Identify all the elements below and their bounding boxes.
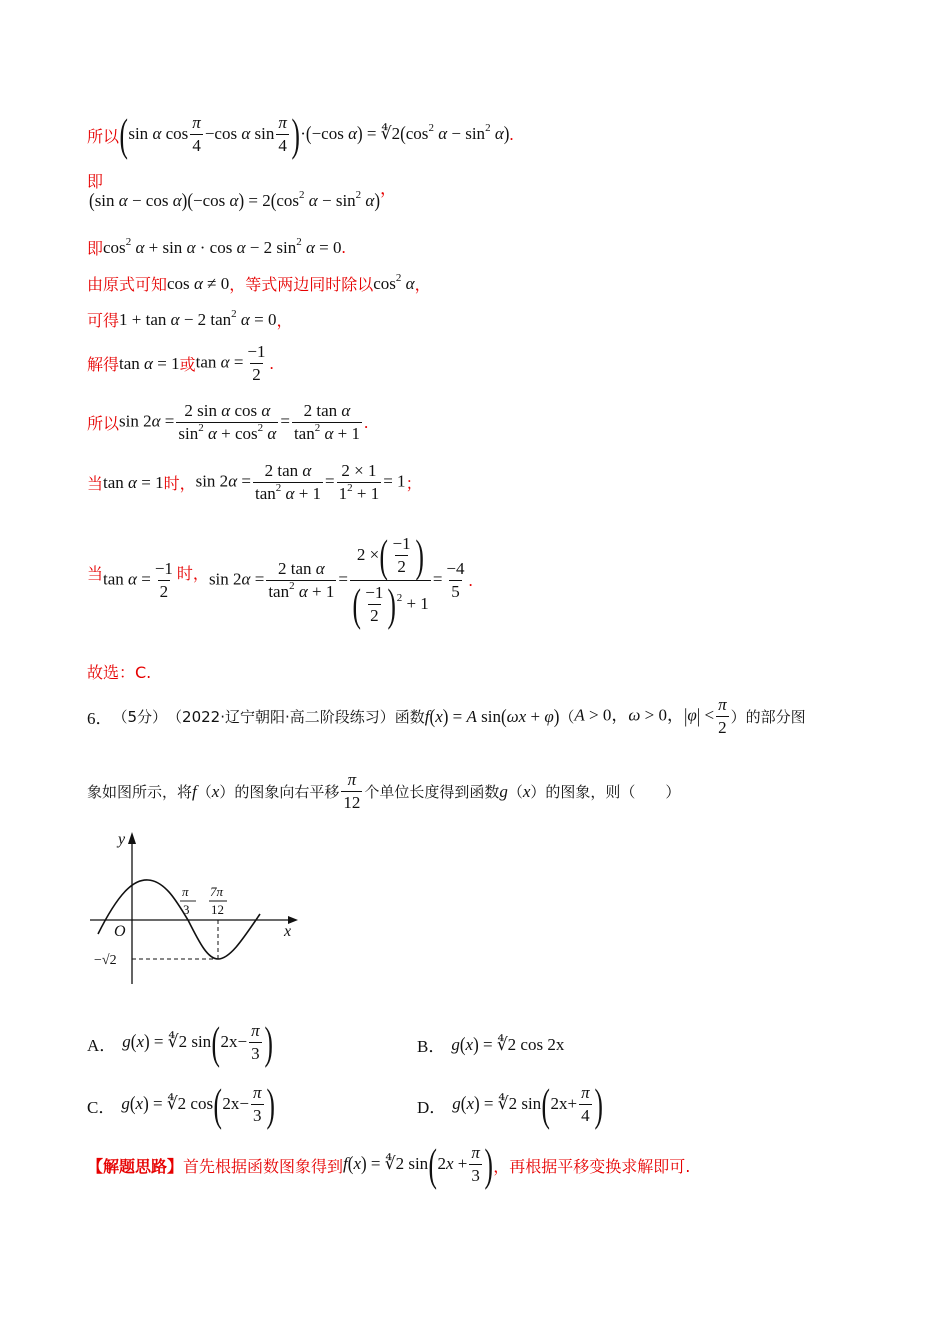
line1-formula: (sin α cos $\frac{\pi}{4}$ −cos α sin $\frac{\pi}{4}$ )·(−cos $\alpha) = ∜2(\cos^2$ $\alpha - \sin^2 \alpha$) [119, 109, 510, 160]
line6-formula-b: tan α = $\frac{-1}{2}$ [195, 342, 266, 384]
function-graph [88, 824, 308, 989]
question-conditions: A > 0，ω > 0，|φ| < $\frac{\pi}{2}$ [574, 695, 727, 737]
answer-line [87, 660, 151, 683]
question-x1: x [211, 781, 220, 801]
line8-formula: sin 2α = $\frac{\text{2 tan α}}{\tan^2 \alpha + 1}$ = $\frac{2 \times 1}{1^2 + 1}$ = 1 [195, 461, 406, 503]
solution-line-3 [87, 236, 346, 259]
hint-text-a: 首先根据函数图象得到 [183, 1156, 344, 1176]
option-d-num: π [581, 1083, 590, 1103]
option-b[interactable] [417, 1032, 564, 1057]
answer-text: 故选：C. [87, 663, 152, 682]
option-a-inner: 2x− [220, 1031, 248, 1051]
line6-formula-a: tan α = 1 [119, 353, 180, 373]
line6-or: 或 [179, 355, 196, 375]
line7-formula: sin 2α = $\frac{\text{2 sin α cos α}}{\sin^2 \alpha + \cos^2 \alpha}$ = $\frac{\text{2 tan α}}{\tan^2 \alpha + 1}$ [119, 401, 361, 443]
line9-cond: tan α = $\frac{-1}{2}$ [103, 558, 173, 601]
question-text-c: ）的图象向右平移 [219, 783, 340, 802]
question-number: 6． [87, 709, 113, 729]
line5-formula: 1 + tan α − 2 $\tan^2 \alpha = 0$ [119, 307, 277, 329]
question-f: f [192, 781, 197, 801]
option-b-inner: 2x [547, 1034, 565, 1054]
option-c-inner: 2x− [222, 1093, 249, 1113]
line1-end: . [509, 125, 514, 144]
line9-mid: 时， [176, 564, 209, 583]
option-d[interactable] [417, 1079, 603, 1130]
question-score: （5分） [112, 708, 168, 727]
line7-prefix: 所以 [87, 414, 120, 434]
line4-formula-b: $\cos^2 \alpha$ [373, 271, 415, 293]
option-d-func: sin [521, 1093, 542, 1113]
line4-text-a: 由原式可知 [87, 275, 168, 294]
line8-end: ； [405, 474, 422, 494]
hint-text-b: ，再根据平移变换求解即可. [493, 1156, 691, 1176]
option-a-letter: A． [87, 1035, 117, 1055]
option-c[interactable] [87, 1079, 275, 1130]
tick1-num: π [182, 884, 189, 899]
option-a-func: sin [191, 1031, 212, 1051]
x-label: x [284, 923, 292, 940]
question-function: f(x) = A sin(ωx + φ) [424, 704, 560, 728]
question-cond-open: （ [559, 708, 575, 727]
question-source: （2022·辽宁朝阳·高二阶段练习） [167, 708, 395, 727]
min-label: −√2 [94, 953, 117, 968]
line9-end: . [468, 570, 473, 590]
origin-label: O [114, 923, 126, 940]
line5-prefix: 可得 [87, 311, 120, 330]
line8-mid: 时， [163, 474, 196, 494]
question-x2: x [522, 781, 531, 801]
line2-end: ， [380, 179, 398, 198]
question-text-a: 象如图所示，将 [87, 783, 193, 802]
option-b-func: cos [520, 1034, 544, 1054]
line5-end: ， [276, 311, 293, 330]
option-d-formula: g(x) = ∜2 sin(2x+ $\frac{\pi}{4}$ ) [452, 1079, 603, 1130]
hint-formula: f(x) = ∜2 sin(2x + $\frac{\pi}{3}$ ) [343, 1139, 493, 1190]
option-c-num: π [253, 1083, 262, 1103]
line4-text-b: ，等式两边同时除以 [229, 275, 374, 294]
option-d-den: 4 [581, 1106, 590, 1126]
y-label: y [118, 831, 126, 848]
option-d-letter: D． [417, 1097, 447, 1117]
tick2-den: 12 [211, 902, 224, 917]
question-text-d: 个单位长度得到函数 [364, 783, 500, 802]
option-c-letter: C． [87, 1097, 116, 1117]
question-line-2 [87, 771, 680, 812]
line6-end: . [269, 353, 274, 373]
hint-label: 【解题思路】 [87, 1156, 184, 1176]
line1-prefix: 所以 [87, 126, 120, 146]
line3-end: . [341, 237, 346, 257]
option-a[interactable] [87, 1017, 273, 1068]
question-g: g [499, 781, 508, 801]
question-cond-close: ）的部分图 [730, 708, 806, 727]
tick2-num: 7π [210, 884, 224, 899]
line3-prefix: 即 [87, 239, 104, 258]
solution-line-9 [87, 530, 473, 630]
option-b-letter: B． [417, 1037, 446, 1056]
tick1-den: 3 [183, 902, 190, 917]
hint-line [87, 1139, 691, 1190]
option-c-den: 3 [253, 1106, 262, 1126]
line6-prefix: 解得 [87, 355, 120, 375]
y-axis-arrow [128, 832, 136, 844]
line9-formula: sin 2α = $\frac{\text{2 tan α}}{\tan^2 \alpha + 1}$ = 2 ×( $\frac{-1}{2}$ ) ( $\frac{-1}{2}$ )$^2$ + 1 = $\frac{-4}{5}$ [208, 530, 465, 630]
line4-end: ， [414, 275, 431, 294]
line8-cond: tan α = 1 [103, 472, 164, 492]
line9-prefix: 当 [87, 564, 104, 583]
option-c-formula: g(x) = ∜2 cos(2x− $\frac{\pi}{3}$ ) [121, 1079, 275, 1130]
line2-prefix: 即 [87, 172, 104, 191]
option-a-den: 3 [251, 1044, 260, 1064]
option-c-func: cos [190, 1093, 214, 1113]
solution-line-2 [87, 172, 411, 212]
solution-line-5 [87, 308, 292, 331]
option-a-formula: g(x) = ∜2 sin(2x− $\frac{\pi}{3}$ ) [122, 1017, 273, 1068]
option-a-num: π [251, 1021, 260, 1041]
solution-line-8 [87, 462, 422, 503]
line4-formula-a: cos α ≠ 0 [167, 273, 230, 293]
question-intro: 函数 [394, 708, 425, 727]
question-text-b: （ [196, 783, 212, 802]
line8-prefix: 当 [87, 474, 104, 494]
question-text-e: （ [507, 783, 523, 802]
option-b-formula: g(x) = ∜2 cos 2x [451, 1032, 565, 1056]
solution-line-4 [87, 272, 431, 295]
question-shift: $\frac{\pi}{12}$ [343, 770, 361, 812]
line2-formula: (sin α − cos α)(−cos $\alpha) = 2(\cos^2$ $\alpha - \sin^2 \alpha$) [89, 188, 381, 212]
solution-line-7 [87, 402, 368, 443]
question-text-f: ）的图象，则（ ） [530, 783, 681, 802]
question-line-1 [87, 696, 806, 737]
line3-formula: $\cos^2 \alpha + \sin \alpha \cdot \cos \alpha - 2$ $\sin^2 \alpha = 0$ [103, 235, 342, 257]
option-d-inner: 2x+ [550, 1093, 578, 1113]
solution-line-6 [87, 343, 274, 384]
solution-line-1 [87, 109, 514, 160]
line7-end: . [364, 412, 369, 432]
